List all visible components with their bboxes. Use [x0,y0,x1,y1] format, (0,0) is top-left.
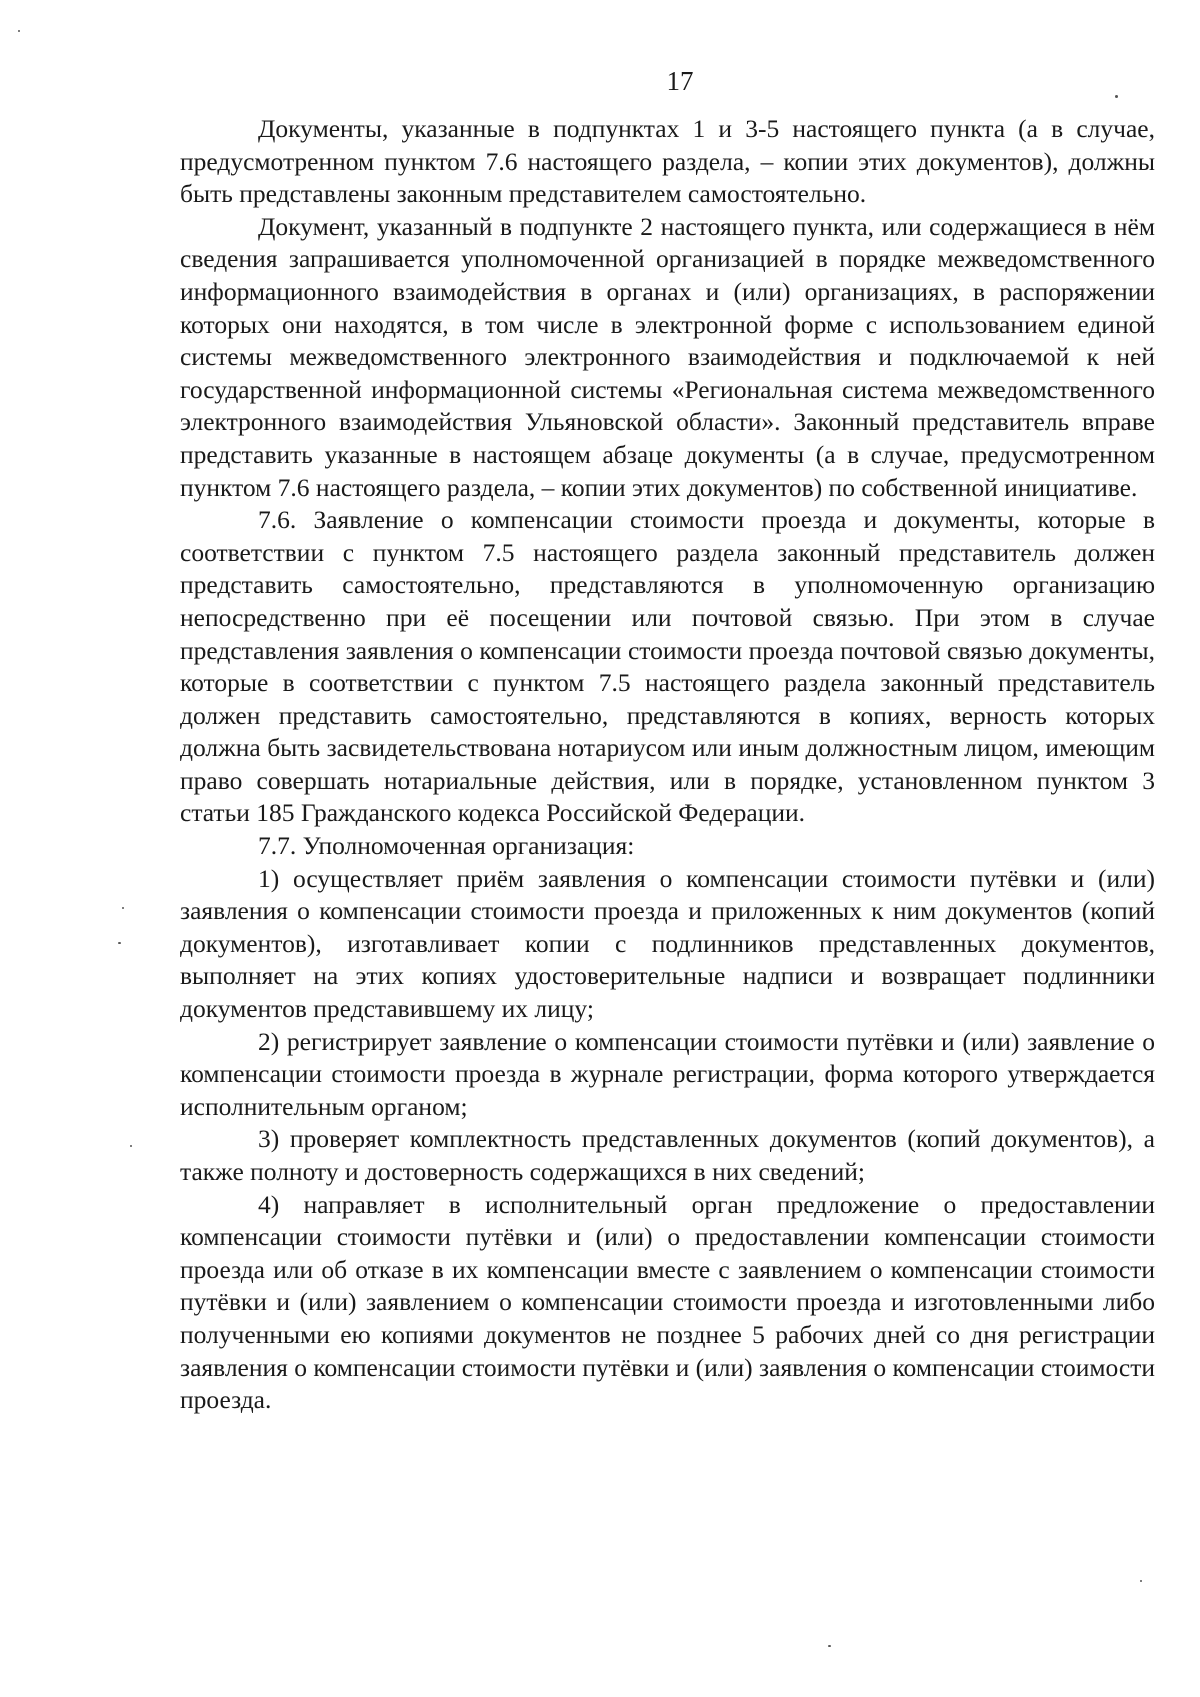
scan-speck [1115,95,1118,98]
scan-speck [118,942,121,944]
paragraph-documents-submitted: Документы, указанные в подпунктах 1 и 3-5 настоящего пункта (а в случае, предусмотренном пунктом 7.6 настоящего раздела, – копии этих документов), должны быть представлены законным представителем самостоятельно. [180,114,1155,209]
scan-speck [828,1645,831,1647]
scan-speck [130,1145,132,1147]
paragraph-7-7-item-3: 3) проверяет комплектность представленных документов (копий документов), а также полноту и достоверность содержащихся в них сведений; [180,1124,1155,1186]
scan-speck [18,30,20,32]
paragraph-interagency-request: Документ, указанный в подпункте 2 настоящего пункта, или содержащиеся в нём сведения запрашивается уполномоченной организацией в порядке межведомственного информационного взаимодействия в органах и (или) организациях, в распоряжении которых они находятся, в том числе в электронной форме с использованием единой системы межведомственного электронного взаимодействия и подключаемой к ней государственной информационной системы «Региональная система межведомственного электронного взаимодействия Ульяновской области». Законный представитель вправе представить указанные в настоящем абзаце документы (а в случае, предусмотренном пунктом 7.6 настоящего раздела, – копии этих документов) по собственной инициативе. [180,211,1155,502]
paragraph-7-7-item-1: 1) осуществляет приём заявления о компенсации стоимости путёвки и (или) заявления о компенсации стоимости проезда и приложенных к ним документов (копий документов), изготавливает копии с подлинников представленных документов, выполняет на этих копиях удостоверительные надписи и возвращает подлинники документов представившему их лицу; [180,863,1155,1024]
paragraph-7-7-item-4: 4) направляет в исполнительный орган предложение о предоставлении компенсации стоимости путёвки и (или) о предоставлении компенсации стоимости проезда или об отказе в их компенсации вместе с заявлением о компенсации стоимости путёвки и (или) заявлением о компенсации стоимости проезда и изготовленными либо полученными ею копиями документов не позднее 5 рабочих дней со дня регистрации заявления о компенсации стоимости путёвки и (или) заявления о компенсации стоимости проезда. [180,1189,1155,1415]
page-number: 17 [666,66,694,96]
paragraph-7-7-item-2: 2) регистрирует заявление о компенсации стоимости путёвки и (или) заявление о компенсации стоимости проезда в журнале регистрации, форма которого утверждается исполнительным органом; [180,1026,1155,1121]
paragraph-7-7-heading: 7.7. Уполномоченная организация: [258,831,635,861]
scan-speck [122,907,124,909]
document-body [180,113,1155,1417]
paragraph-7-6: 7.6. Заявление о компенсации стоимости проезда и документы, которые в соответствии с пунктом 7.5 настоящего раздела законный представитель должен представить самостоятельно, представляются в уполномоченную организацию непосредственно при её посещении или почтовой связью. При этом в случае представления заявления о компенсации стоимости проезда почтовой связью документы, которые в соответствии с пунктом 7.5 настоящего раздела законный представитель должен представить самостоятельно, представляются в копиях, верность которых должна быть засвидетельствована нотариусом или иным должностным лицом, имеющим право совершать нотариальные действия, или в порядке, установленном пунктом 3 статьи 185 Гражданского кодекса Российской Федерации. [180,505,1155,828]
scan-speck [1140,1580,1142,1582]
